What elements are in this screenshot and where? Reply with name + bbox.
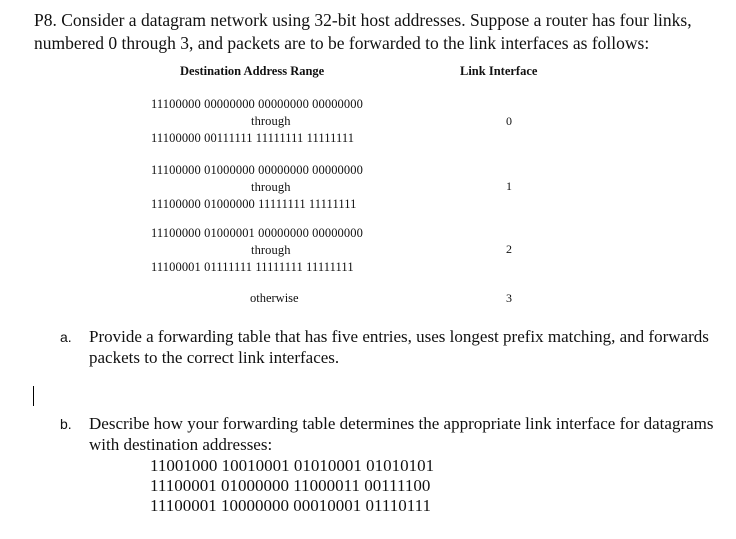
range-end: 11100001 01111111 11111111 11111111 — [151, 260, 354, 274]
part-a — [60, 326, 720, 368]
range-start: 11100000 01000000 00000000 00000000 — [151, 163, 363, 177]
link-interface-value: 3 — [506, 291, 512, 305]
range-start: 11100000 00000000 00000000 00000000 — [151, 97, 363, 111]
range-end: 11100000 01000000 11111111 11111111 — [151, 197, 357, 211]
problem-statement: P8. Consider a datagram network using 32-bit host addresses. Suppose a router has four links, numbered 0 through 3, and packets are to be forwarded to the link interfaces as follows: — [34, 10, 692, 53]
link-interface-value: 2 — [506, 242, 512, 256]
part-a-text: Provide a forwarding table that has five entries, uses longest prefix matching, and forwards packets to the correct link interfaces. — [89, 327, 709, 367]
table-row — [151, 225, 363, 276]
part-b-marker: b. — [60, 416, 72, 432]
header-destination-range: Destination Address Range — [180, 64, 325, 78]
address-list — [150, 456, 434, 516]
destination-address: 11100001 10000000 00010001 01110111 — [150, 496, 431, 515]
table-row — [151, 96, 363, 147]
text-cursor — [33, 386, 34, 406]
table-row — [151, 162, 363, 213]
link-interface-value: 1 — [506, 179, 512, 193]
destination-address: 11001000 10010001 01010001 01010101 — [150, 456, 435, 475]
otherwise-label: otherwise — [250, 291, 299, 305]
part-b-text: Describe how your forwarding table determines the appropriate link interface for datagrams with destination addresses: — [89, 414, 714, 454]
link-interface-value: 0 — [506, 114, 512, 128]
part-b — [60, 413, 720, 455]
range-through: through — [251, 180, 291, 194]
range-through: through — [251, 243, 291, 257]
header-link-interface: Link Interface — [460, 64, 538, 78]
range-end: 11100000 00111111 11111111 11111111 — [151, 131, 355, 145]
range-through: through — [251, 114, 291, 128]
range-start: 11100000 01000001 00000000 00000000 — [151, 226, 363, 240]
destination-address: 11100001 01000000 11000011 00111100 — [150, 476, 431, 495]
part-a-marker: a. — [60, 329, 72, 345]
